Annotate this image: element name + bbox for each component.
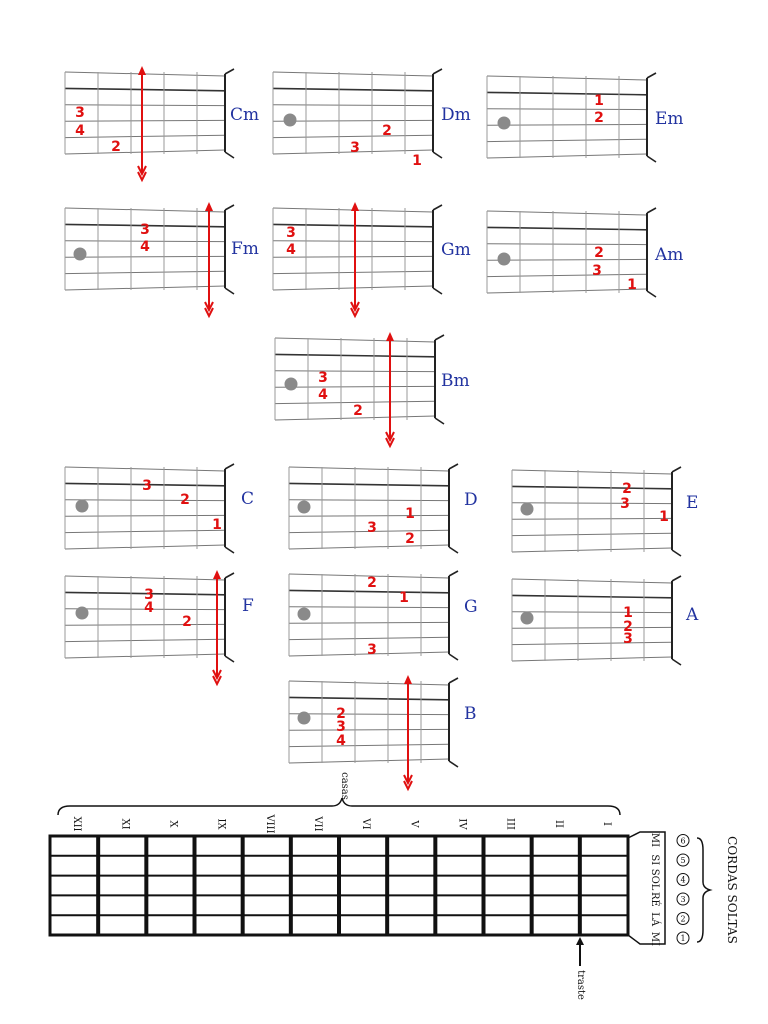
string-line bbox=[65, 286, 225, 290]
string-line bbox=[275, 338, 435, 342]
string-line bbox=[487, 109, 647, 110]
finger-number: 1 bbox=[212, 517, 222, 533]
string-line bbox=[273, 286, 433, 290]
open-string-dot bbox=[521, 612, 534, 625]
headstock-line bbox=[647, 73, 656, 78]
string-line bbox=[65, 545, 225, 549]
open-string-dot bbox=[298, 501, 311, 514]
barre-arrow-head bbox=[386, 332, 394, 341]
string-number: 5 bbox=[680, 856, 686, 865]
string-line bbox=[289, 483, 449, 485]
headstock-line bbox=[647, 156, 656, 162]
headstock-line bbox=[672, 467, 681, 472]
string-line bbox=[487, 211, 647, 215]
chord-name: B bbox=[464, 704, 477, 724]
finger-number: 3 bbox=[140, 222, 150, 238]
chord-fm bbox=[65, 202, 259, 316]
finger-number: 2 bbox=[382, 123, 392, 139]
headstock-line bbox=[225, 205, 234, 210]
finger-number: 1 bbox=[405, 506, 415, 522]
headstock-line bbox=[449, 761, 458, 767]
string-line bbox=[273, 241, 433, 242]
headstock-line bbox=[449, 571, 458, 576]
fretboard-fret bbox=[578, 836, 582, 935]
headstock-line bbox=[433, 288, 442, 294]
string-line bbox=[487, 289, 647, 293]
headstock-line bbox=[435, 418, 444, 424]
string-line bbox=[512, 518, 672, 519]
fret-numeral: XI bbox=[119, 818, 131, 830]
chord-b bbox=[289, 675, 477, 789]
chord-bm bbox=[275, 332, 470, 446]
string-line bbox=[65, 256, 225, 257]
finger-number: 4 bbox=[318, 387, 328, 403]
finger-number: 3 bbox=[75, 105, 85, 121]
string-line bbox=[512, 503, 672, 504]
finger-number: 2 bbox=[594, 245, 604, 261]
finger-number: 3 bbox=[144, 587, 154, 603]
frets-brace bbox=[58, 798, 620, 815]
string-line bbox=[289, 681, 449, 685]
string-line bbox=[512, 642, 672, 644]
fret-numeral: I bbox=[600, 822, 612, 826]
chord-c bbox=[65, 464, 254, 553]
string-line bbox=[487, 244, 647, 245]
chord-name: Dm bbox=[441, 105, 471, 125]
fretboard-fret bbox=[482, 836, 486, 935]
chord-name: F bbox=[242, 596, 254, 616]
headstock-line bbox=[435, 335, 444, 340]
string-line bbox=[289, 697, 449, 699]
string-number: 1 bbox=[680, 934, 686, 943]
string-name: MI bbox=[649, 931, 660, 947]
headstock-line bbox=[449, 464, 458, 469]
finger-number: 3 bbox=[592, 263, 602, 279]
finger-number: 3 bbox=[367, 642, 377, 658]
finger-number: 4 bbox=[140, 239, 150, 255]
headstock-line bbox=[433, 205, 442, 210]
string-line bbox=[289, 714, 449, 715]
finger-number: 1 bbox=[594, 93, 604, 109]
string-line bbox=[487, 92, 647, 94]
chord-name: E bbox=[686, 493, 699, 513]
fretboard-fret bbox=[144, 836, 148, 935]
string-line bbox=[289, 545, 449, 549]
open-string-dot bbox=[74, 248, 87, 261]
finger-number: 3 bbox=[623, 631, 633, 647]
string-name: LÁ bbox=[649, 912, 660, 927]
string-line bbox=[273, 72, 433, 76]
headstock-line bbox=[647, 208, 656, 213]
headstock-line bbox=[647, 291, 656, 297]
string-line bbox=[289, 637, 449, 639]
string-line bbox=[65, 208, 225, 212]
string-line bbox=[512, 627, 672, 628]
string-number: 6 bbox=[680, 836, 686, 846]
string-line bbox=[512, 548, 672, 552]
string-line bbox=[65, 500, 225, 501]
string-line bbox=[487, 154, 647, 158]
finger-number: 2 bbox=[336, 706, 346, 722]
barre-arrow-head bbox=[213, 570, 221, 579]
barre-arrow-head bbox=[351, 202, 359, 211]
string-number: 3 bbox=[680, 895, 686, 904]
chord-a bbox=[512, 576, 699, 665]
chord-name: D bbox=[464, 490, 478, 510]
fret-numeral: VI bbox=[360, 818, 372, 830]
finger-number: 1 bbox=[399, 590, 409, 606]
headstock-line bbox=[225, 288, 234, 294]
string-line bbox=[487, 274, 647, 276]
headstock-line bbox=[433, 69, 442, 74]
headstock-line bbox=[672, 550, 681, 556]
fret-numeral: VIII bbox=[263, 814, 275, 834]
open-strings-title: CORDAS SOLTAS bbox=[725, 836, 739, 944]
string-line bbox=[65, 639, 225, 641]
finger-number: 3 bbox=[350, 140, 360, 156]
open-string-dot bbox=[284, 114, 297, 127]
headstock-line bbox=[449, 547, 458, 553]
chord-f bbox=[65, 570, 254, 684]
string-number: 4 bbox=[680, 875, 686, 885]
chord-dm bbox=[273, 69, 471, 169]
finger-number: 2 bbox=[622, 481, 632, 497]
finger-number: 3 bbox=[336, 719, 346, 735]
fret-numeral: III bbox=[504, 818, 516, 830]
string-line bbox=[273, 135, 433, 137]
string-line bbox=[487, 227, 647, 229]
string-line bbox=[275, 354, 435, 356]
string-line bbox=[289, 467, 449, 471]
open-string-dot bbox=[298, 608, 311, 621]
chord-am bbox=[487, 208, 683, 297]
chord-name: Fm bbox=[231, 239, 259, 259]
string-line bbox=[289, 744, 449, 746]
open-string-dot bbox=[498, 253, 511, 266]
full-fretboard bbox=[50, 772, 739, 1000]
string-name: SI bbox=[649, 854, 660, 866]
finger-number: 2 bbox=[182, 614, 192, 630]
string-line bbox=[512, 579, 672, 583]
finger-number: 2 bbox=[180, 492, 190, 508]
open-string-dot bbox=[498, 117, 511, 130]
fretboard-fret bbox=[96, 836, 100, 935]
string-line bbox=[273, 105, 433, 106]
chord-name: Bm bbox=[441, 371, 470, 391]
string-line bbox=[275, 386, 435, 387]
chord-d bbox=[289, 464, 478, 553]
headstock-line bbox=[225, 547, 234, 553]
string-line bbox=[65, 105, 225, 106]
finger-number: 2 bbox=[594, 110, 604, 126]
finger-number: 2 bbox=[405, 531, 415, 547]
string-line bbox=[65, 88, 225, 90]
string-line bbox=[65, 515, 225, 516]
fret-numeral: VII bbox=[311, 816, 323, 832]
headstock-line bbox=[672, 659, 681, 665]
finger-number: 4 bbox=[144, 600, 154, 616]
fret-numeral: IX bbox=[215, 818, 227, 830]
string-line bbox=[65, 624, 225, 625]
string-line bbox=[65, 530, 225, 532]
string-line bbox=[65, 135, 225, 137]
finger-number: 2 bbox=[111, 139, 121, 155]
chord-name: A bbox=[686, 605, 699, 625]
fretboard-fret bbox=[337, 836, 341, 935]
string-line bbox=[273, 256, 433, 257]
string-line bbox=[273, 271, 433, 273]
chord-gm bbox=[273, 202, 471, 316]
chord-name: Em bbox=[655, 109, 684, 129]
string-line bbox=[65, 654, 225, 658]
string-line bbox=[289, 607, 449, 608]
chord-e bbox=[512, 467, 698, 556]
open-strings-brace bbox=[697, 838, 710, 942]
headstock-line bbox=[433, 152, 442, 158]
string-line bbox=[275, 371, 435, 372]
string-name: MI bbox=[649, 832, 660, 848]
barre-arrow-head bbox=[404, 675, 412, 684]
finger-number: 2 bbox=[623, 619, 633, 635]
headstock-line bbox=[225, 573, 234, 578]
chord-name: Cm bbox=[230, 105, 260, 125]
fretboard-fret bbox=[530, 836, 534, 935]
string-line bbox=[289, 622, 449, 623]
chord-cm bbox=[65, 66, 259, 180]
string-line bbox=[487, 259, 647, 260]
barre-arrow-head bbox=[138, 66, 146, 75]
headstock-line bbox=[225, 152, 234, 158]
chord-name: Gm bbox=[441, 240, 471, 260]
headstock-line bbox=[449, 678, 458, 683]
chord-g bbox=[289, 571, 478, 660]
string-line bbox=[65, 467, 225, 471]
string-line bbox=[289, 729, 449, 730]
headstock-line bbox=[449, 654, 458, 660]
open-string-dot bbox=[76, 500, 89, 513]
headstock-line bbox=[225, 656, 234, 662]
finger-number: 3 bbox=[367, 520, 377, 536]
fretboard-fret bbox=[289, 836, 293, 935]
finger-number: 1 bbox=[627, 277, 637, 293]
fret-numeral: IV bbox=[456, 818, 468, 830]
string-name: SOL bbox=[649, 868, 660, 891]
finger-number: 2 bbox=[367, 575, 377, 591]
string-line bbox=[273, 88, 433, 90]
string-line bbox=[273, 224, 433, 226]
finger-number: 3 bbox=[620, 496, 630, 512]
fretboard-fret bbox=[241, 836, 245, 935]
string-line bbox=[512, 595, 672, 597]
string-line bbox=[512, 486, 672, 488]
chord-em bbox=[487, 73, 684, 162]
finger-number: 4 bbox=[336, 733, 346, 749]
fretboard-fret bbox=[193, 836, 197, 935]
chord-name: G bbox=[464, 597, 478, 617]
fret-numeral: XII bbox=[71, 816, 83, 832]
fretboard-fret bbox=[385, 836, 389, 935]
string-line bbox=[512, 657, 672, 661]
string-line bbox=[512, 470, 672, 474]
finger-number: 3 bbox=[142, 478, 152, 494]
chord-name: C bbox=[241, 489, 255, 509]
finger-number: 2 bbox=[353, 403, 363, 419]
headstock-line bbox=[225, 464, 234, 469]
open-string-dot bbox=[76, 607, 89, 620]
barre-arrow-head bbox=[205, 202, 213, 211]
open-string-dot bbox=[298, 712, 311, 725]
string-line bbox=[487, 124, 647, 125]
string-line bbox=[289, 500, 449, 501]
finger-number: 4 bbox=[286, 242, 296, 258]
string-line bbox=[487, 76, 647, 80]
chord-name: Am bbox=[655, 245, 684, 265]
string-line bbox=[65, 576, 225, 580]
string-line bbox=[512, 612, 672, 613]
string-line bbox=[289, 759, 449, 763]
fret-numeral: II bbox=[552, 820, 564, 828]
finger-number: 1 bbox=[659, 509, 669, 525]
nut-pointer-head bbox=[576, 937, 584, 945]
fretboard-fret bbox=[433, 836, 437, 935]
finger-number: 1 bbox=[412, 153, 422, 169]
finger-number: 4 bbox=[75, 123, 85, 139]
open-string-dot bbox=[521, 503, 534, 516]
headstock-line bbox=[672, 576, 681, 581]
nut-label: traste bbox=[575, 970, 586, 1000]
string-line bbox=[487, 139, 647, 141]
string-name: RÉ bbox=[649, 891, 660, 907]
string-line bbox=[65, 120, 225, 121]
open-string-dot bbox=[285, 378, 298, 391]
string-line bbox=[65, 271, 225, 273]
finger-number: 3 bbox=[318, 370, 328, 386]
finger-number: 3 bbox=[286, 225, 296, 241]
finger-number: 1 bbox=[623, 605, 633, 621]
string-line bbox=[512, 533, 672, 535]
headstock-line bbox=[225, 69, 234, 74]
string-line bbox=[273, 120, 433, 121]
string-line bbox=[289, 515, 449, 516]
fret-numeral: X bbox=[167, 820, 179, 828]
frets-header: casas bbox=[339, 772, 350, 800]
string-number: 2 bbox=[680, 914, 686, 924]
string-line bbox=[65, 150, 225, 154]
fret-numeral: V bbox=[408, 820, 420, 828]
